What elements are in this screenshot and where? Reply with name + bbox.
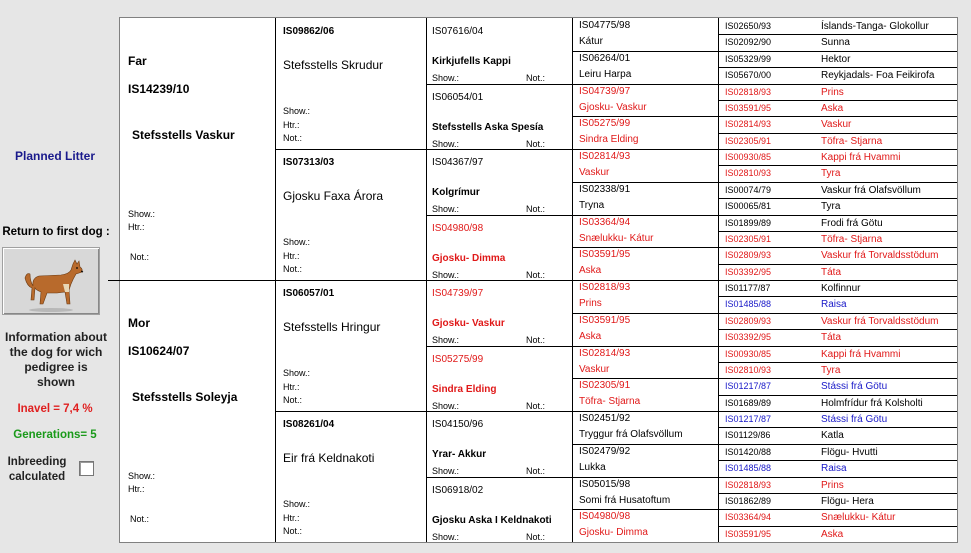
row-divider [426,84,572,85]
dog-name[interactable]: Töfra- Stjarna [821,233,883,245]
dog-name[interactable]: Stássi frá Götu [821,381,888,393]
dog-reg-id[interactable]: IS07616/04 [432,26,484,37]
dog-name[interactable]: Töfra- Stjarna [579,396,641,408]
show-label: Show.: [432,335,460,345]
planned-litter-link[interactable]: Planned Litter [14,149,95,163]
dog-name[interactable]: Kirkjufells Kappi [432,56,511,67]
dog-reg-id[interactable]: IS04367/97 [432,157,484,168]
dog-name[interactable]: Vaskur [579,167,610,178]
dog-name[interactable]: Holmfrídur frá Kolsholti [821,397,923,409]
dog-name[interactable]: Tyra [821,364,841,376]
row-divider [718,231,957,232]
not-label: Not.: [526,138,546,149]
dog-name[interactable]: Stefsstells Vaskur [132,128,235,142]
show-label: Show.: [432,204,460,214]
row-divider [718,247,957,248]
not-label: Not.: [526,531,546,542]
not-label: Not.: [283,133,303,143]
dog-reg-id[interactable]: IS02809/93 [725,250,772,261]
dog-name[interactable]: Táta [821,266,842,278]
dog-name[interactable]: Tryggur frá Olafsvöllum [579,429,683,440]
dog-reg-id[interactable]: IS00930/85 [725,152,772,162]
dog-reg-id[interactable]: IS02818/93 [725,479,772,490]
row-divider [426,346,572,347]
row-divider [718,100,957,101]
dog-reg-id[interactable]: IS02650/93 [725,21,772,31]
dog-reg-id[interactable]: IS05670/00 [725,70,772,81]
dog-name[interactable]: Leiru Harpa [579,68,632,80]
dog-name[interactable]: Aska [579,265,602,277]
dog-reg-id[interactable]: IS01217/87 [725,414,772,424]
show-label: Show.: [432,138,460,149]
row-divider [120,280,275,281]
dog-name[interactable]: Gjosku- Vaskur [579,101,647,113]
dog-name[interactable]: Raisa [821,299,847,311]
not-label: Not.: [526,204,546,214]
not-label: Not.: [283,526,303,536]
row-divider [572,346,718,347]
dog-photo-icon [3,248,99,314]
row-divider [572,477,718,478]
pedigree-grid [119,17,958,543]
not-label: Not.: [283,264,303,274]
dog-name[interactable]: Flögu- Hvutti [821,446,878,458]
row-divider [718,67,957,68]
row-divider [572,444,718,445]
dog-name[interactable]: Aska [821,102,844,114]
dog-name[interactable]: Stefsstells Soleyja [132,390,238,404]
dog-name[interactable]: Tryna [579,199,605,211]
row-divider [572,247,718,248]
row-divider [572,116,718,117]
row-divider [718,34,957,35]
row-divider [718,182,957,183]
dog-name[interactable]: Snælukku- Kátur [821,512,896,524]
row-divider [718,165,957,166]
dog-reg-id[interactable]: IS02338/91 [579,183,631,195]
dog-name[interactable]: Gjosku- Vaskur [432,318,505,329]
show-label: Show.: [283,368,311,378]
dog-reg-id[interactable]: IS06264/01 [579,52,631,64]
row-divider [718,526,957,527]
dog-reg-id[interactable]: IS00065/81 [725,201,772,212]
return-label: Return to first dog : [2,226,110,238]
show-label: Show.: [432,400,460,411]
dog-reg-id[interactable]: IS10624/07 [128,344,190,358]
dog-name[interactable]: Prins [821,86,844,98]
show-label: Show.: [432,466,460,476]
dog-name[interactable]: Stefsstells Skrudur [283,58,384,72]
dog-reg-id[interactable]: IS02818/93 [725,86,772,97]
dog-reg-id[interactable]: IS06918/02 [432,484,484,496]
dog-name[interactable]: Prins [821,479,844,491]
dog-reg-id[interactable]: IS02451/92 [579,413,631,424]
dog-reg-id[interactable]: IS02814/93 [579,151,631,162]
show-label: Show.: [432,269,460,280]
dog-reg-id[interactable]: IS14239/10 [128,82,190,96]
dog-reg-id[interactable]: IS03392/95 [725,266,772,277]
dog-name[interactable]: Vaskur frá Torvaldsstödum [821,250,939,262]
dog-reg-id[interactable]: IS02814/93 [579,347,631,359]
row-divider [718,329,957,330]
dog-reg-id[interactable]: IS02305/91 [725,135,772,146]
row-divider [718,133,957,134]
row-divider [572,411,718,412]
dog-reg-id[interactable]: IS02809/93 [725,315,772,326]
htr-label: Htr.: [128,484,145,494]
dog-name[interactable]: Eir frá Keldnakoti [283,451,375,465]
htr-label: Htr.: [128,222,145,232]
row-divider [718,198,957,199]
dog-reg-id[interactable]: IS01689/89 [725,397,772,408]
dog-name[interactable]: Sindra Elding [579,134,639,146]
dog-name[interactable]: Frodi frá Götu [821,217,883,229]
dog-reg-id[interactable]: IS03591/95 [725,528,772,539]
dog-name[interactable]: Tyra [821,168,841,180]
dog-name[interactable]: Gjosku Faxa Árora [283,189,384,203]
dog-name[interactable]: Aska [579,330,602,342]
show-label: Show.: [128,471,156,481]
not-label: Not.: [283,395,303,405]
dog-reg-id[interactable]: IS02305/91 [579,380,631,392]
dog-reg-id[interactable]: IS02810/93 [725,364,772,375]
row-divider [275,411,426,412]
dog-reg-id[interactable]: IS01862/89 [725,495,772,506]
dog-reg-id[interactable]: IS09862/06 [283,26,335,37]
dog-name[interactable]: Hektor [821,53,851,65]
row-divider [718,411,957,412]
dog-name[interactable]: Töfra- Stjarna [821,135,883,147]
row-divider [426,215,572,216]
dog-reg-id[interactable]: IS01485/88 [725,299,772,310]
parent-role: Far [128,54,147,68]
dog-name[interactable]: Sindra Elding [432,383,497,395]
not-label: Not.: [130,514,150,524]
row-divider [108,280,120,281]
dog-reg-id[interactable]: IS00074/79 [725,184,772,195]
dog-reg-id[interactable]: IS04739/97 [432,288,484,299]
row-divider [718,313,957,314]
row-divider [718,395,957,396]
dog-reg-id[interactable]: IS02810/93 [725,168,772,179]
dog-name[interactable]: Reykjadals- Foa Feikirofa [821,70,935,82]
row-divider [718,296,957,297]
htr-label: Htr.: [283,251,300,261]
row-divider [426,149,572,150]
row-divider [718,280,957,281]
inbreeding-checkbox[interactable] [79,461,94,476]
row-divider [572,84,718,85]
dog-reg-id[interactable]: IS04739/97 [579,85,631,97]
info-text: Information about the dog for wich pedigree is shown [5,330,107,389]
row-divider [718,427,957,428]
dog-name[interactable]: Kappi frá Hvammi [821,152,901,163]
not-label: Not.: [130,252,150,262]
inavel-value: Inavel = 7,4 % [17,403,93,415]
row-divider [718,116,957,117]
htr-label: Htr.: [283,382,300,392]
show-label: Show.: [283,106,311,116]
dog-reg-id[interactable]: IS07313/03 [283,157,335,168]
dog-name[interactable]: Flögu- Hera [821,495,874,507]
dog-reg-id[interactable]: IS04150/96 [432,419,484,430]
row-divider [718,215,957,216]
dog-name[interactable]: Stefsstells Aska Spesía [432,121,544,133]
dog-reg-id[interactable]: IS05275/99 [432,353,484,365]
dog-name[interactable]: Snælukku- Kátur [579,232,654,244]
dog-reg-id[interactable]: IS08261/04 [283,419,335,430]
dog-reg-id[interactable]: IS03591/95 [725,102,772,113]
dog-reg-id[interactable]: IS06054/01 [432,91,484,103]
dog-name[interactable]: Tyra [821,201,841,213]
dog-reg-id[interactable]: IS01420/88 [725,446,772,457]
row-divider [426,411,572,412]
row-divider [718,378,957,379]
row-divider [718,149,957,150]
dog-name[interactable]: Yrar- Akkur [432,449,487,460]
htr-label: Htr.: [283,513,300,523]
dog-reg-id[interactable]: IS05275/99 [579,118,631,130]
row-divider [275,280,426,281]
dog-name[interactable]: Gjosku Aska I Keldnakoti [432,514,552,526]
row-divider [572,509,718,510]
dog-name[interactable]: Kolgrímur [432,187,480,198]
dog-reg-id[interactable]: IS02814/93 [725,119,772,130]
row-divider [572,215,718,216]
parent-role: Mor [128,316,150,330]
show-label: Show.: [283,237,311,247]
dog-name[interactable]: Kolfinnur [821,283,861,294]
dog-reg-id[interactable]: IS01177/87 [725,283,771,293]
dog-reg-id[interactable]: IS01129/86 [725,430,771,441]
not-label: Not.: [526,269,546,280]
dog-name[interactable]: Katla [821,430,844,442]
dog-name[interactable]: Aska [821,528,844,540]
row-divider [718,460,957,461]
row-divider [718,509,957,510]
dog-name[interactable]: Gjosku- Dimma [432,252,506,264]
dog-reg-id[interactable]: IS04980/98 [579,511,631,523]
not-label: Not.: [526,335,546,345]
dog-name[interactable]: Raisa [821,463,847,475]
dog-reg-id[interactable]: IS03392/95 [725,332,772,343]
row-divider [572,280,718,281]
dog-name[interactable]: Vaskur [579,363,610,375]
show-label: Show.: [432,73,460,83]
dog-reg-id[interactable]: IS03364/94 [725,512,772,523]
row-divider [572,313,718,314]
row-divider [718,264,957,265]
dog-name[interactable]: Lukka [579,461,606,473]
dog-reg-id[interactable]: IS06057/01 [283,288,335,299]
dog-reg-id[interactable]: IS04980/98 [432,222,484,234]
dog-reg-id[interactable]: IS00930/85 [725,348,772,359]
row-divider [718,493,957,494]
dog-reg-id[interactable]: IS05015/98 [579,478,631,490]
dog-name[interactable]: Vaskur [821,119,852,131]
row-divider [718,51,957,52]
row-divider [572,51,718,52]
inbreeding-label: Inbreeding calculated [7,456,67,483]
dog-name[interactable]: Prins [579,298,602,309]
dog-reg-id[interactable]: IS01899/89 [725,217,772,228]
dog-name[interactable]: Íslands-Tanga- Glokollur [821,21,929,32]
dog-reg-id[interactable]: IS03591/95 [579,249,631,261]
not-label: Not.: [526,466,546,476]
dog-reg-id[interactable]: IS02305/91 [725,233,772,244]
htr-label: Htr.: [283,120,300,130]
dog-reg-id[interactable]: IS01217/87 [725,381,772,392]
dog-name[interactable]: Kappi frá Hvammi [821,348,901,360]
row-divider [718,477,957,478]
show-label: Show.: [128,209,156,219]
show-label: Show.: [283,499,311,509]
sidebar [0,0,110,553]
dog-reg-id[interactable]: IS04775/98 [579,20,631,31]
not-label: Not.: [526,73,546,83]
row-divider [718,362,957,363]
dog-reg-id[interactable]: IS05329/99 [725,53,772,64]
row-divider [572,378,718,379]
row-divider [275,149,426,150]
dog-reg-id[interactable]: IS01485/88 [725,463,772,474]
row-divider [572,182,718,183]
dog-name[interactable]: Táta [821,332,842,344]
dog-reg-id[interactable]: IS02818/93 [579,282,631,293]
row-divider [718,444,957,445]
dog-reg-id[interactable]: IS02479/92 [579,445,631,457]
dog-reg-id[interactable]: IS02092/90 [725,37,772,48]
row-divider [426,280,572,281]
dog-name[interactable]: Stássi frá Götu [821,414,888,425]
row-divider [572,149,718,150]
row-divider [426,477,572,478]
row-divider [718,346,957,347]
dog-name[interactable]: Gjosku- Dimma [579,527,648,539]
dog-name[interactable]: Somi frá Husatoftum [579,494,671,506]
row-divider [718,84,957,85]
dog-reg-id[interactable]: IS03364/94 [579,216,631,228]
dog-name[interactable]: Kátur [579,36,603,47]
dog-name[interactable]: Stefsstells Hringur [283,320,381,334]
generations-value: Generations= 5 [13,429,97,441]
return-first-dog-button[interactable] [2,247,100,315]
show-label: Show.: [432,531,460,542]
not-label: Not.: [526,400,546,411]
dog-reg-id[interactable]: IS03591/95 [579,314,631,326]
dog-name[interactable]: Vaskur frá Torvaldsstödum [821,315,939,327]
dog-name[interactable]: Vaskur frá Olafsvöllum [821,184,921,196]
dog-name[interactable]: Sunna [821,37,850,49]
